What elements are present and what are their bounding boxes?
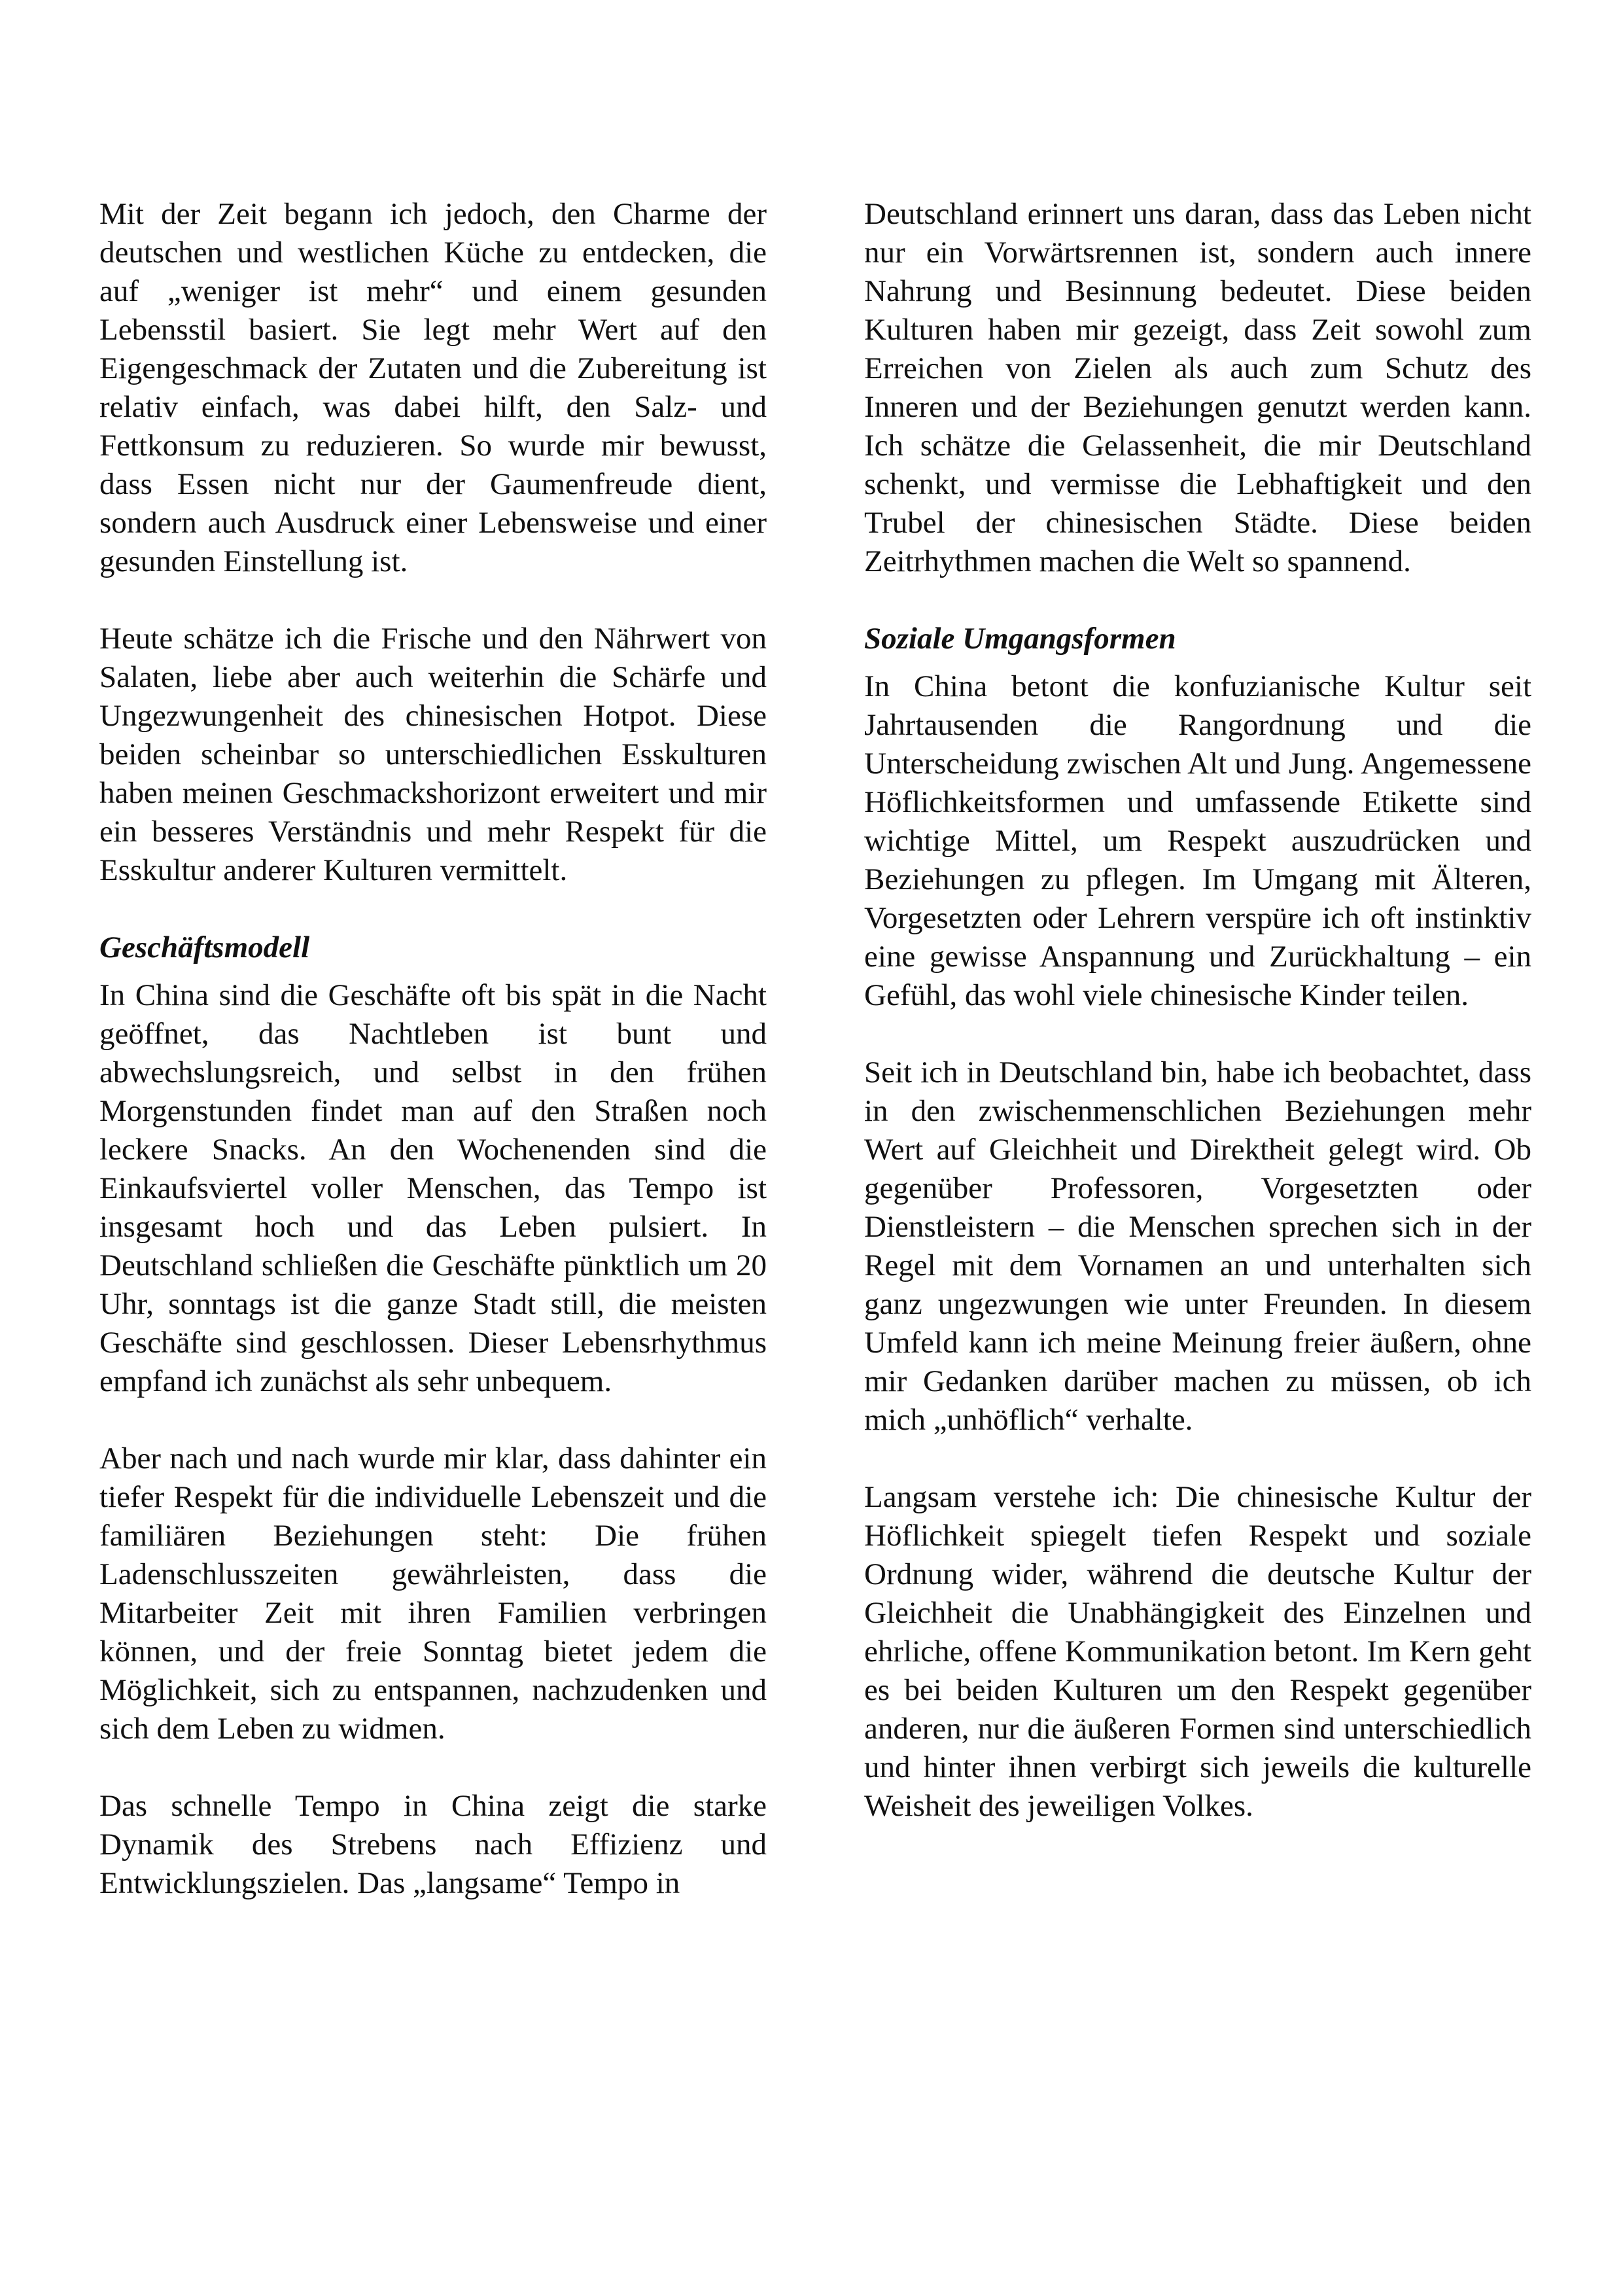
paragraph-conclusion: Langsam verstehe ich: Die chinesische Kultur der Höflichkeit spiegelt tiefen Respekt und soziale Ordnung wider, während die deutsche Kultur der Gleichheit die Unabhängigkeit des Einzelnen und ehrliche, offene Kommunikation betont. Im Kern geht es bei beiden Kulturen um den Respekt gegenüber anderen, nur die äußeren Formen sind unterschiedlich und hinter ihnen verbirgt sich jeweils die kulturelle Weisheit des jeweiligen Volkes.: [864, 1480, 1531, 1823]
paragraph-confucian-culture: In China betont die konfuzianische Kultur seit Jahrtausenden die Rangordnung und die Unterscheidung zwischen Alt und Jung. Angemessene Höflichkeitsformen und umfassende Etikette sind wichtige Mittel, um Respekt auszudrücken und Beziehungen zu pflegen. Im Umgang mit Älteren, Vorgesetzten oder Lehrern verspüre ich oft instinktiv eine gewisse Anspannung und Zurückhaltung – ein Gefühl, das wohl viele chinesische Kinder teilen.: [864, 669, 1531, 1012]
paragraph-germany-tempo: Deutschland erinnert uns daran, dass das Leben nicht nur ein Vorwärtsrennen ist, sondern auch innere Nahrung und Besinnung bedeutet. Diese beiden Kulturen haben mir gezeigt, dass Zeit sowohl zum Erreichen von Zielen als auch zum Schutz des Inneren und der Beziehungen genutzt werden kann. Ich schätze die Gelassenheit, die mir Deutschland schenkt, und vermisse die Lebhaftigkeit und den Trubel der chinesischen Städte. Diese beiden Zeitrhythmen machen die Welt so spannend.: [864, 197, 1531, 578]
section-heading-business-model: Geschäftsmodell: [99, 930, 310, 964]
right-column: [864, 195, 1531, 1826]
section-heading-social-manners: Soziale Umgangsformen: [864, 622, 1176, 656]
paragraph-cuisine-western: Mit der Zeit begann ich jedoch, den Charme der deutschen und westlichen Küche zu entdecken, die auf „weniger ist mehr“ und einem gesunden Lebensstil basiert. Sie legt mehr Wert auf den Eigengeschmack der Zutaten und die Zubereitung ist relativ einfach, was dabei hilft, den Salz- und Fettkonsum zu reduzieren. So wurde mir bewusst, dass Essen nicht nur der Gaumenfreude dient, sondern auch Ausdruck einer Lebensweise und einer gesunden Einstellung ist.: [99, 197, 767, 578]
paragraph-equality-germany: Seit ich in Deutschland bin, habe ich beobachtet, dass in den zwischenmenschlichen Beziehungen mehr Wert auf Gleichheit und Direktheit gelegt wird. Ob gegenüber Professoren, Vorgesetzten oder Dienstleistern – die Menschen sprechen sich in der Regel mit dem Vornamen an und unterhalten sich ganz ungezwungen wie unter Freunden. In diesem Umfeld kann ich meine Meinung freier äußern, ohne mir Gedanken darüber machen zu müssen, ob ich mich „unhöflich“ verhalte.: [864, 1055, 1531, 1437]
left-column: [99, 195, 767, 1903]
paragraph-tempo: Das schnelle Tempo in China zeigt die starke Dynamik des Strebens nach Effizienz und Entwicklungszielen. Das „langsame“ Tempo in: [99, 1789, 767, 1900]
paragraph-respect-time: Aber nach und nach wurde mir klar, dass dahinter ein tiefer Respekt für die individuelle Lebenszeit und die familiären Beziehungen steht: Die frühen Ladenschlusszeiten gewährleisten, dass die Mitarbeiter Zeit mit ihren Familien verbringen können, und der freie Sonntag bietet jedem die Möglichkeit, sich zu entspannen, nachzudenken und sich dem Leben zu widmen.: [99, 1441, 767, 1746]
paragraph-cuisine-hotpot: Heute schätze ich die Frische und den Nährwert von Salaten, liebe aber auch weiterhin die Schärfe und Ungezwungenheit des chinesischen Hotpot. Diese beiden scheinbar so unterschiedlichen Esskulturen haben meinen Geschmackshorizont erweitert und mir ein besseres Verständnis und mehr Respekt für die Esskultur anderer Kulturen vermittelt.: [99, 622, 767, 887]
paragraph-china-shops: In China sind die Geschäfte oft bis spät in die Nacht geöffnet, das Nachtleben ist bunt und abwechslungsreich, und selbst in den frühen Morgenstunden findet man auf den Straßen noch leckere Snacks. An den Wochenenden sind die Einkaufsviertel voller Menschen, das Tempo ist insgesamt hoch und das Leben pulsiert. In Deutschland schließen die Geschäfte pünktlich um 20 Uhr, sonntags ist die ganze Stadt still, die meisten Geschäfte sind geschlossen. Dieser Lebensrhythmus empfand ich zunächst als sehr unbequem.: [99, 978, 767, 1398]
